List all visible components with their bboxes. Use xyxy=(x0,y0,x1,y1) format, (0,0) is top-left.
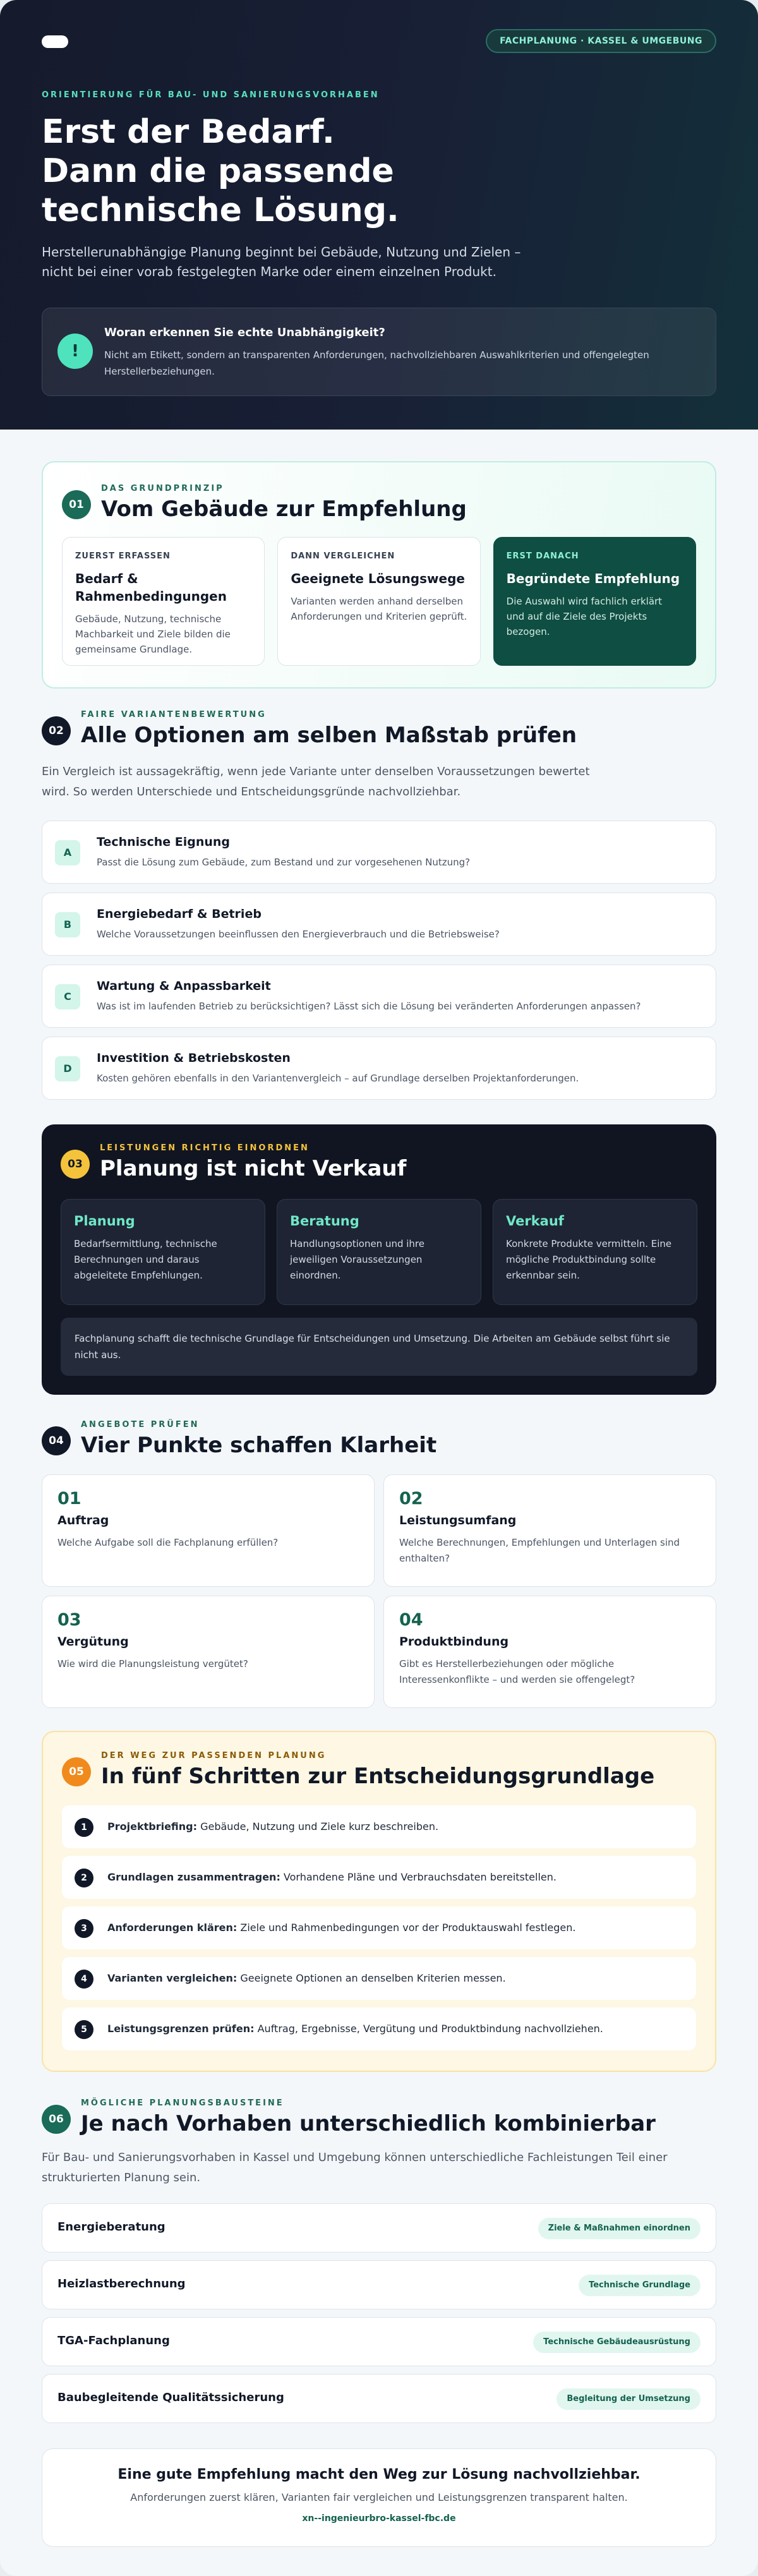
step-item xyxy=(62,1906,696,1949)
section-eyebrow: MÖGLICHE PLANUNGSBAUSTEINE xyxy=(81,2098,284,2108)
step-desc: Auftrag, Ergebnisse, Vergütung und Produktbindung nachvollziehen. xyxy=(254,2023,603,2035)
service-title: Beratung xyxy=(290,1213,359,1229)
module-title: Energieberatung xyxy=(57,2220,165,2234)
section-title: Vier Punkte schaffen Klarheit xyxy=(81,1433,437,1458)
section-eyebrow: DER WEG ZUR PASSENDEN PLANUNG xyxy=(101,1751,327,1760)
check-grid xyxy=(42,1474,716,1712)
card-title: Begründete Empfehlung xyxy=(506,571,680,586)
service-text: Handlungsoptionen und ihre jeweiligen Voraussetzungen einordnen. xyxy=(290,1238,424,1281)
service-title: Planung xyxy=(74,1213,135,1229)
step-item xyxy=(62,1805,696,1848)
criterion-title: Wartung & Anpassbarkeit xyxy=(97,979,271,993)
service-card-sales xyxy=(493,1199,697,1305)
section-header xyxy=(42,1420,716,1458)
service-text: Bedarfsermittlung, technische Berechnungen und daraus abgeleitete Empfehlungen. xyxy=(74,1238,217,1281)
card-text: Gebäude, Nutzung, technische Machbarkeit und Ziele bilden die gemeinsame Grundlage. xyxy=(75,613,231,655)
card-label: ZUERST ERFASSEN xyxy=(75,551,171,561)
check-card xyxy=(383,1596,716,1708)
step-label: Anforderungen klären: xyxy=(107,1922,238,1934)
service-text: Konkrete Produkte vermitteln. Eine mögliche Produktbindung sollte erkennbar sein. xyxy=(506,1238,672,1281)
section-eyebrow: FAIRE VARIANTENBEWERTUNG xyxy=(81,710,267,719)
step-desc: Ziele und Rahmenbedingungen vor der Produktauswahl festlegen. xyxy=(237,1922,576,1934)
step-label: Grundlagen zusammentragen: xyxy=(107,1871,280,1883)
check-number: 04 xyxy=(399,1610,423,1630)
criterion-title: Investition & Betriebskosten xyxy=(97,1051,291,1065)
service-note: Fachplanung schafft die technische Grundlage für Entscheidungen und Umsetzung. Die Arbeiten am Gebäude selbst führt sie nicht aus. xyxy=(61,1318,697,1376)
footer-url-link[interactable]: xn--ingenieurbro-kassel-fbc.de xyxy=(302,2513,456,2524)
hero-eyebrow: ORIENTIERUNG FÜR BAU- UND SANIERUNGSVORHABEN xyxy=(42,90,380,100)
card-text: Die Auswahl wird fachlich erklärt und auf die Ziele des Projekts bezogen. xyxy=(506,596,663,637)
check-text: Welche Aufgabe soll die Fachplanung erfüllen? xyxy=(57,1537,279,1548)
callout-text: Nicht am Etikett, sondern an transparenten Anforderungen, nachvollziehbaren Auswahlkriterien und offengelegten Herstellerbeziehungen. xyxy=(104,349,649,377)
section-title: Vom Gebäude zur Empfehlung xyxy=(101,497,467,522)
top-bar xyxy=(42,29,716,53)
section-planning-vs-sales xyxy=(42,1124,716,1395)
step-label: Varianten vergleichen: xyxy=(107,1972,238,1984)
module-badge: Technische Grundlage xyxy=(579,2275,701,2296)
criterion-letter: A xyxy=(55,840,80,865)
step-text xyxy=(107,1972,506,1984)
check-title: Leistungsumfang xyxy=(399,1514,517,1527)
section-title: Planung ist nicht Verkauf xyxy=(100,1156,407,1181)
callout-title: Woran erkennen Sie echte Unabhängigkeit? xyxy=(104,326,385,339)
criterion-title: Energiebedarf & Betrieb xyxy=(97,907,262,921)
section-number: 03 xyxy=(61,1150,90,1179)
card-text: Varianten werden anhand derselben Anforderungen und Kriterien geprüft. xyxy=(291,596,467,622)
footer-text: Anforderungen zuerst klären, Varianten fair vergleichen und Leistungsgrenzen transparent halten. xyxy=(130,2491,628,2503)
module-title: Baubegleitende Qualitätssicherung xyxy=(57,2391,284,2404)
step-desc: Vorhandene Pläne und Verbrauchsdaten bereitstellen. xyxy=(280,1871,556,1883)
check-title: Vergütung xyxy=(57,1635,129,1649)
section-evaluation xyxy=(42,710,716,1084)
card-label: DANN VERGLEICHEN xyxy=(291,551,395,561)
footer xyxy=(42,2448,716,2547)
principle-card xyxy=(62,537,265,666)
hero-lead: Herstellerunabhängige Planung beginnt bei Gebäude, Nutzung und Zielen – nicht bei einer vorab festgelegten Marke oder einem einzelnen Produkt. xyxy=(42,244,521,279)
hero-title-line2: Dann die passende technische Lösung. xyxy=(42,152,399,229)
check-title: Produktbindung xyxy=(399,1635,509,1649)
module-item xyxy=(42,2260,716,2309)
section-offer-check xyxy=(42,1420,716,1685)
check-text: Wie wird die Planungsleistung vergütet? xyxy=(57,1658,248,1670)
region-badge: FACHPLANUNG · KASSEL & UMGEBUNG xyxy=(486,29,716,53)
check-number: 03 xyxy=(57,1610,81,1630)
module-item xyxy=(42,2374,716,2423)
step-text xyxy=(107,1922,575,1934)
step-desc: Geeignete Optionen an denselben Kriterien messen. xyxy=(237,1972,506,1984)
step-text xyxy=(107,1821,438,1833)
step-item xyxy=(62,1957,696,2000)
section-header xyxy=(61,1143,697,1181)
principle-cards xyxy=(62,537,696,666)
hero xyxy=(0,0,758,430)
hero-title xyxy=(42,112,585,230)
check-number: 01 xyxy=(57,1489,81,1508)
criterion-letter: B xyxy=(55,912,80,937)
section-modules xyxy=(42,2098,716,2404)
module-item xyxy=(42,2203,716,2253)
step-number: 1 xyxy=(75,1818,93,1837)
service-title: Verkauf xyxy=(506,1213,564,1229)
step-label: Leistungsgrenzen prüfen: xyxy=(107,2023,255,2035)
section-number: 06 xyxy=(42,2105,71,2134)
step-text xyxy=(107,2023,603,2035)
section-description: Für Bau- und Sanierungsvorhaben in Kassel und Umgebung können unterschiedliche Fachleistungen Teil einer strukturierten Planung sein. xyxy=(42,2151,668,2184)
section-header xyxy=(62,484,696,522)
check-text: Welche Berechnungen, Empfehlungen und Unterlagen sind enthalten? xyxy=(399,1537,680,1564)
criterion-text: Welche Voraussetzungen beeinflussen den Energieverbrauch und die Betriebsweise? xyxy=(97,929,500,940)
card-label: ERST DANACH xyxy=(506,551,579,561)
check-number: 02 xyxy=(399,1489,423,1508)
section-header xyxy=(42,2098,716,2136)
section-header xyxy=(62,1751,696,1789)
module-badge: Technische Gebäudeausrüstung xyxy=(533,2332,701,2353)
section-title: Alle Optionen am selben Maßstab prüfen xyxy=(81,723,577,748)
exclamation-icon: ! xyxy=(57,334,93,369)
module-badge: Begleitung der Umsetzung xyxy=(556,2388,701,2410)
card-title: Bedarf & Rahmenbedingungen xyxy=(75,571,227,604)
section-eyebrow: ANGEBOTE PRÜFEN xyxy=(81,1420,200,1429)
section-title: Je nach Vorhaben unterschiedlich kombinierbar xyxy=(81,2111,656,2136)
principle-card-highlight xyxy=(493,537,696,666)
principle-card xyxy=(277,537,480,666)
criterion-item xyxy=(42,965,716,1028)
module-item xyxy=(42,2317,716,2366)
section-header xyxy=(42,710,716,748)
section-title: In fünf Schritten zur Entscheidungsgrundlage xyxy=(101,1764,655,1789)
service-cards xyxy=(61,1199,697,1305)
step-item xyxy=(62,2007,696,2050)
section-description: Ein Vergleich ist aussagekräftig, wenn jede Variante unter denselben Voraussetzungen bewertet wird. So werden Unterschiede und Entscheidungsgründe nachvollziehbar. xyxy=(42,765,590,798)
module-badge: Ziele & Maßnahmen einordnen xyxy=(538,2218,701,2239)
criterion-item xyxy=(42,1037,716,1100)
step-number: 3 xyxy=(75,1919,93,1938)
section-principle xyxy=(42,461,716,689)
criterion-letter: C xyxy=(55,984,80,1009)
criterion-item xyxy=(42,893,716,956)
step-number: 2 xyxy=(75,1869,93,1887)
check-card xyxy=(42,1596,375,1708)
check-text: Gibt es Herstellerbeziehungen oder mögliche Interessenkonflikte – und werden sie offengelegt? xyxy=(399,1658,635,1685)
criterion-item xyxy=(42,821,716,884)
module-title: TGA-Fachplanung xyxy=(57,2334,170,2347)
step-desc: Gebäude, Nutzung und Ziele kurz beschreiben. xyxy=(197,1821,439,1833)
step-number: 4 xyxy=(75,1970,93,1989)
logo[interactable] xyxy=(42,35,68,48)
service-card-consulting xyxy=(277,1199,481,1305)
step-label: Projektbriefing: xyxy=(107,1821,198,1833)
criterion-letter: D xyxy=(55,1056,80,1081)
step-text xyxy=(107,1871,556,1883)
section-number: 02 xyxy=(42,716,71,745)
section-eyebrow: DAS GRUNDPRINZIP xyxy=(101,484,224,493)
card-title: Geeignete Lösungswege xyxy=(291,571,465,586)
criterion-title: Technische Eignung xyxy=(97,835,231,849)
check-card xyxy=(42,1474,375,1587)
module-title: Heizlastberechnung xyxy=(57,2277,186,2290)
criterion-text: Passt die Lösung zum Gebäude, zum Bestand und zur vorgesehenen Nutzung? xyxy=(97,857,471,868)
check-card xyxy=(383,1474,716,1587)
hero-title-line1: Erst der Bedarf. xyxy=(42,113,335,151)
service-card-planning xyxy=(61,1199,265,1305)
section-number: 01 xyxy=(62,490,91,519)
criterion-text: Was ist im laufenden Betrieb zu berücksichtigen? Lässt sich die Lösung bei veränderten Anforderungen anpassen? xyxy=(97,1001,641,1012)
check-title: Auftrag xyxy=(57,1514,109,1527)
criterion-text: Kosten gehören ebenfalls in den Variantenvergleich – auf Grundlage derselben Projektanforderungen. xyxy=(97,1073,579,1084)
section-number: 05 xyxy=(62,1757,91,1786)
section-number: 04 xyxy=(42,1426,71,1455)
footer-title: Eine gute Empfehlung macht den Weg zur Lösung nachvollziehbar. xyxy=(117,2467,641,2483)
section-eyebrow: LEISTUNGEN RICHTIG EINORDNEN xyxy=(100,1143,310,1153)
step-number: 5 xyxy=(75,2020,93,2039)
independence-callout xyxy=(42,308,716,396)
section-steps xyxy=(42,1731,716,2072)
step-item xyxy=(62,1856,696,1899)
